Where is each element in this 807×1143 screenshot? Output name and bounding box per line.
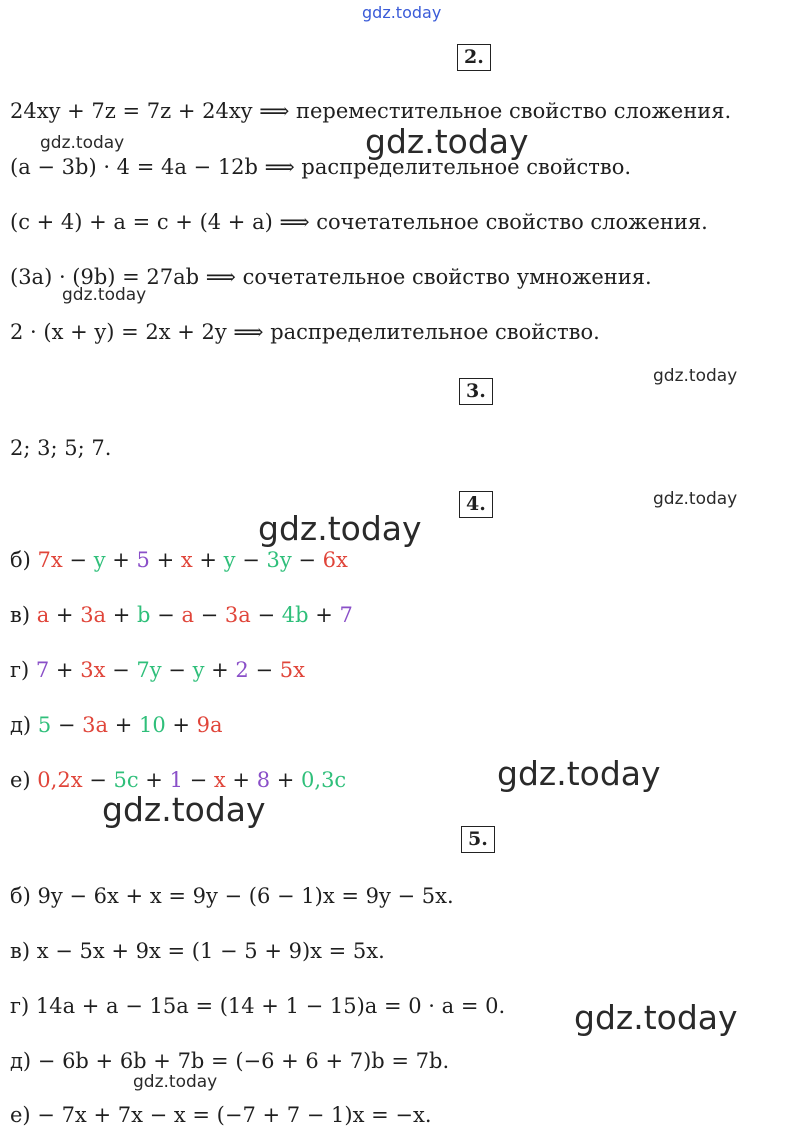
- term: 7y: [136, 658, 162, 682]
- section-5-line-1: б) 9y − 6x + x = 9y − (6 − 1)x = 9y − 5x.: [10, 884, 454, 908]
- operator: −: [248, 658, 280, 682]
- section-5-line-4: д) − 6b + 6b + 7b = (−6 + 6 + 7)b = 7b.: [10, 1049, 450, 1073]
- item-label: в): [10, 603, 37, 627]
- watermark: gdz.today: [40, 133, 125, 153]
- operator: −: [161, 658, 193, 682]
- section-5-number: 5.: [461, 826, 495, 853]
- term: x: [180, 548, 193, 572]
- term: 5x: [279, 658, 305, 682]
- term: 3a: [82, 713, 109, 737]
- watermark: gdz.today: [258, 509, 422, 548]
- operator: −: [82, 768, 114, 792]
- section-4-item: [10, 656, 305, 684]
- operator: +: [192, 548, 224, 572]
- operator: −: [250, 603, 282, 627]
- watermark: gdz.today: [102, 790, 266, 829]
- term: 7: [339, 603, 353, 627]
- term: y: [93, 548, 106, 572]
- operator: +: [106, 603, 138, 627]
- term: 5: [136, 548, 150, 572]
- operator: −: [150, 603, 182, 627]
- term: 3x: [80, 658, 106, 682]
- watermark: gdz.today: [497, 754, 661, 793]
- watermark: gdz.today: [365, 122, 529, 161]
- term: 10: [138, 713, 166, 737]
- section-3-number: 3.: [459, 378, 493, 405]
- term: 2: [235, 658, 249, 682]
- item-label: е): [10, 768, 38, 792]
- section-4-number: 4.: [459, 491, 493, 518]
- section-2-line-3: (c + 4) + a = c + (4 + a) ⟹ сочетательное свойство сложения.: [10, 210, 708, 234]
- operator: +: [225, 768, 257, 792]
- term: 3y: [266, 548, 292, 572]
- section-2-line-4: (3a) · (9b) = 27ab ⟹ сочетательное свойство умножения.: [10, 265, 652, 289]
- term: 5: [37, 713, 52, 737]
- term: y: [192, 658, 205, 682]
- section-5-line-5: е) − 7x + 7x − x = (−7 + 7 − 1)x = −x.: [10, 1103, 432, 1127]
- operator: −: [105, 658, 137, 682]
- operator: −: [193, 603, 225, 627]
- term: y: [223, 548, 236, 572]
- watermark: gdz.today: [133, 1072, 218, 1092]
- section-4-item: [10, 711, 223, 739]
- watermark: gdz.today: [574, 998, 738, 1037]
- section-2-line-1: 24xy + 7z = 7z + 24xy ⟹ переместительное свойство сложения.: [10, 99, 732, 123]
- term: 7: [35, 658, 50, 682]
- operator: +: [308, 603, 340, 627]
- operator: −: [291, 548, 323, 572]
- operator: +: [270, 768, 302, 792]
- section-5-line-3: г) 14a + a − 15a = (14 + 1 − 15)a = 0 · a = 0.: [10, 994, 506, 1018]
- operator: +: [49, 603, 81, 627]
- term: b: [137, 603, 151, 627]
- term: 3a: [80, 603, 107, 627]
- section-5-line-2: в) x − 5x + 9x = (1 − 5 + 9)x = 5x.: [10, 939, 385, 963]
- watermark: gdz.today: [653, 366, 738, 386]
- term: 8: [256, 768, 271, 792]
- section-2-line-2: (a − 3b) · 4 = 4a − 12b ⟹ распределительное свойство.: [10, 155, 632, 179]
- section-3-answer: 2; 3; 5; 7.: [10, 436, 112, 460]
- section-4-item: [10, 546, 348, 574]
- watermark: gdz.today: [653, 489, 738, 509]
- watermark-top: gdz.today: [362, 3, 442, 22]
- term: 0,3c: [301, 768, 347, 792]
- item-label: б): [10, 548, 38, 572]
- watermark: gdz.today: [62, 285, 147, 305]
- term: a: [181, 603, 194, 627]
- operator: +: [138, 768, 170, 792]
- section-4-item: [10, 601, 353, 629]
- operator: +: [204, 658, 236, 682]
- operator: +: [149, 548, 181, 572]
- operator: −: [62, 548, 94, 572]
- operator: +: [165, 713, 197, 737]
- item-label: г): [10, 658, 36, 682]
- operator: −: [182, 768, 214, 792]
- term: 1: [169, 768, 183, 792]
- operator: +: [49, 658, 81, 682]
- term: a: [36, 603, 50, 627]
- term: x: [213, 768, 226, 792]
- term: 0,2x: [37, 768, 83, 792]
- operator: +: [105, 548, 137, 572]
- term: 4b: [281, 603, 309, 627]
- term: 3a: [224, 603, 251, 627]
- operator: +: [108, 713, 139, 737]
- item-label: д): [10, 713, 38, 737]
- section-2-line-5: 2 · (x + y) = 2x + 2y ⟹ распределительное свойство.: [10, 320, 600, 344]
- operator: −: [235, 548, 267, 572]
- term: 6x: [322, 548, 348, 572]
- term: 7x: [37, 548, 63, 572]
- term: 5c: [113, 768, 139, 792]
- section-2-number: 2.: [457, 44, 491, 71]
- operator: −: [51, 713, 83, 737]
- term: 9a: [196, 713, 223, 737]
